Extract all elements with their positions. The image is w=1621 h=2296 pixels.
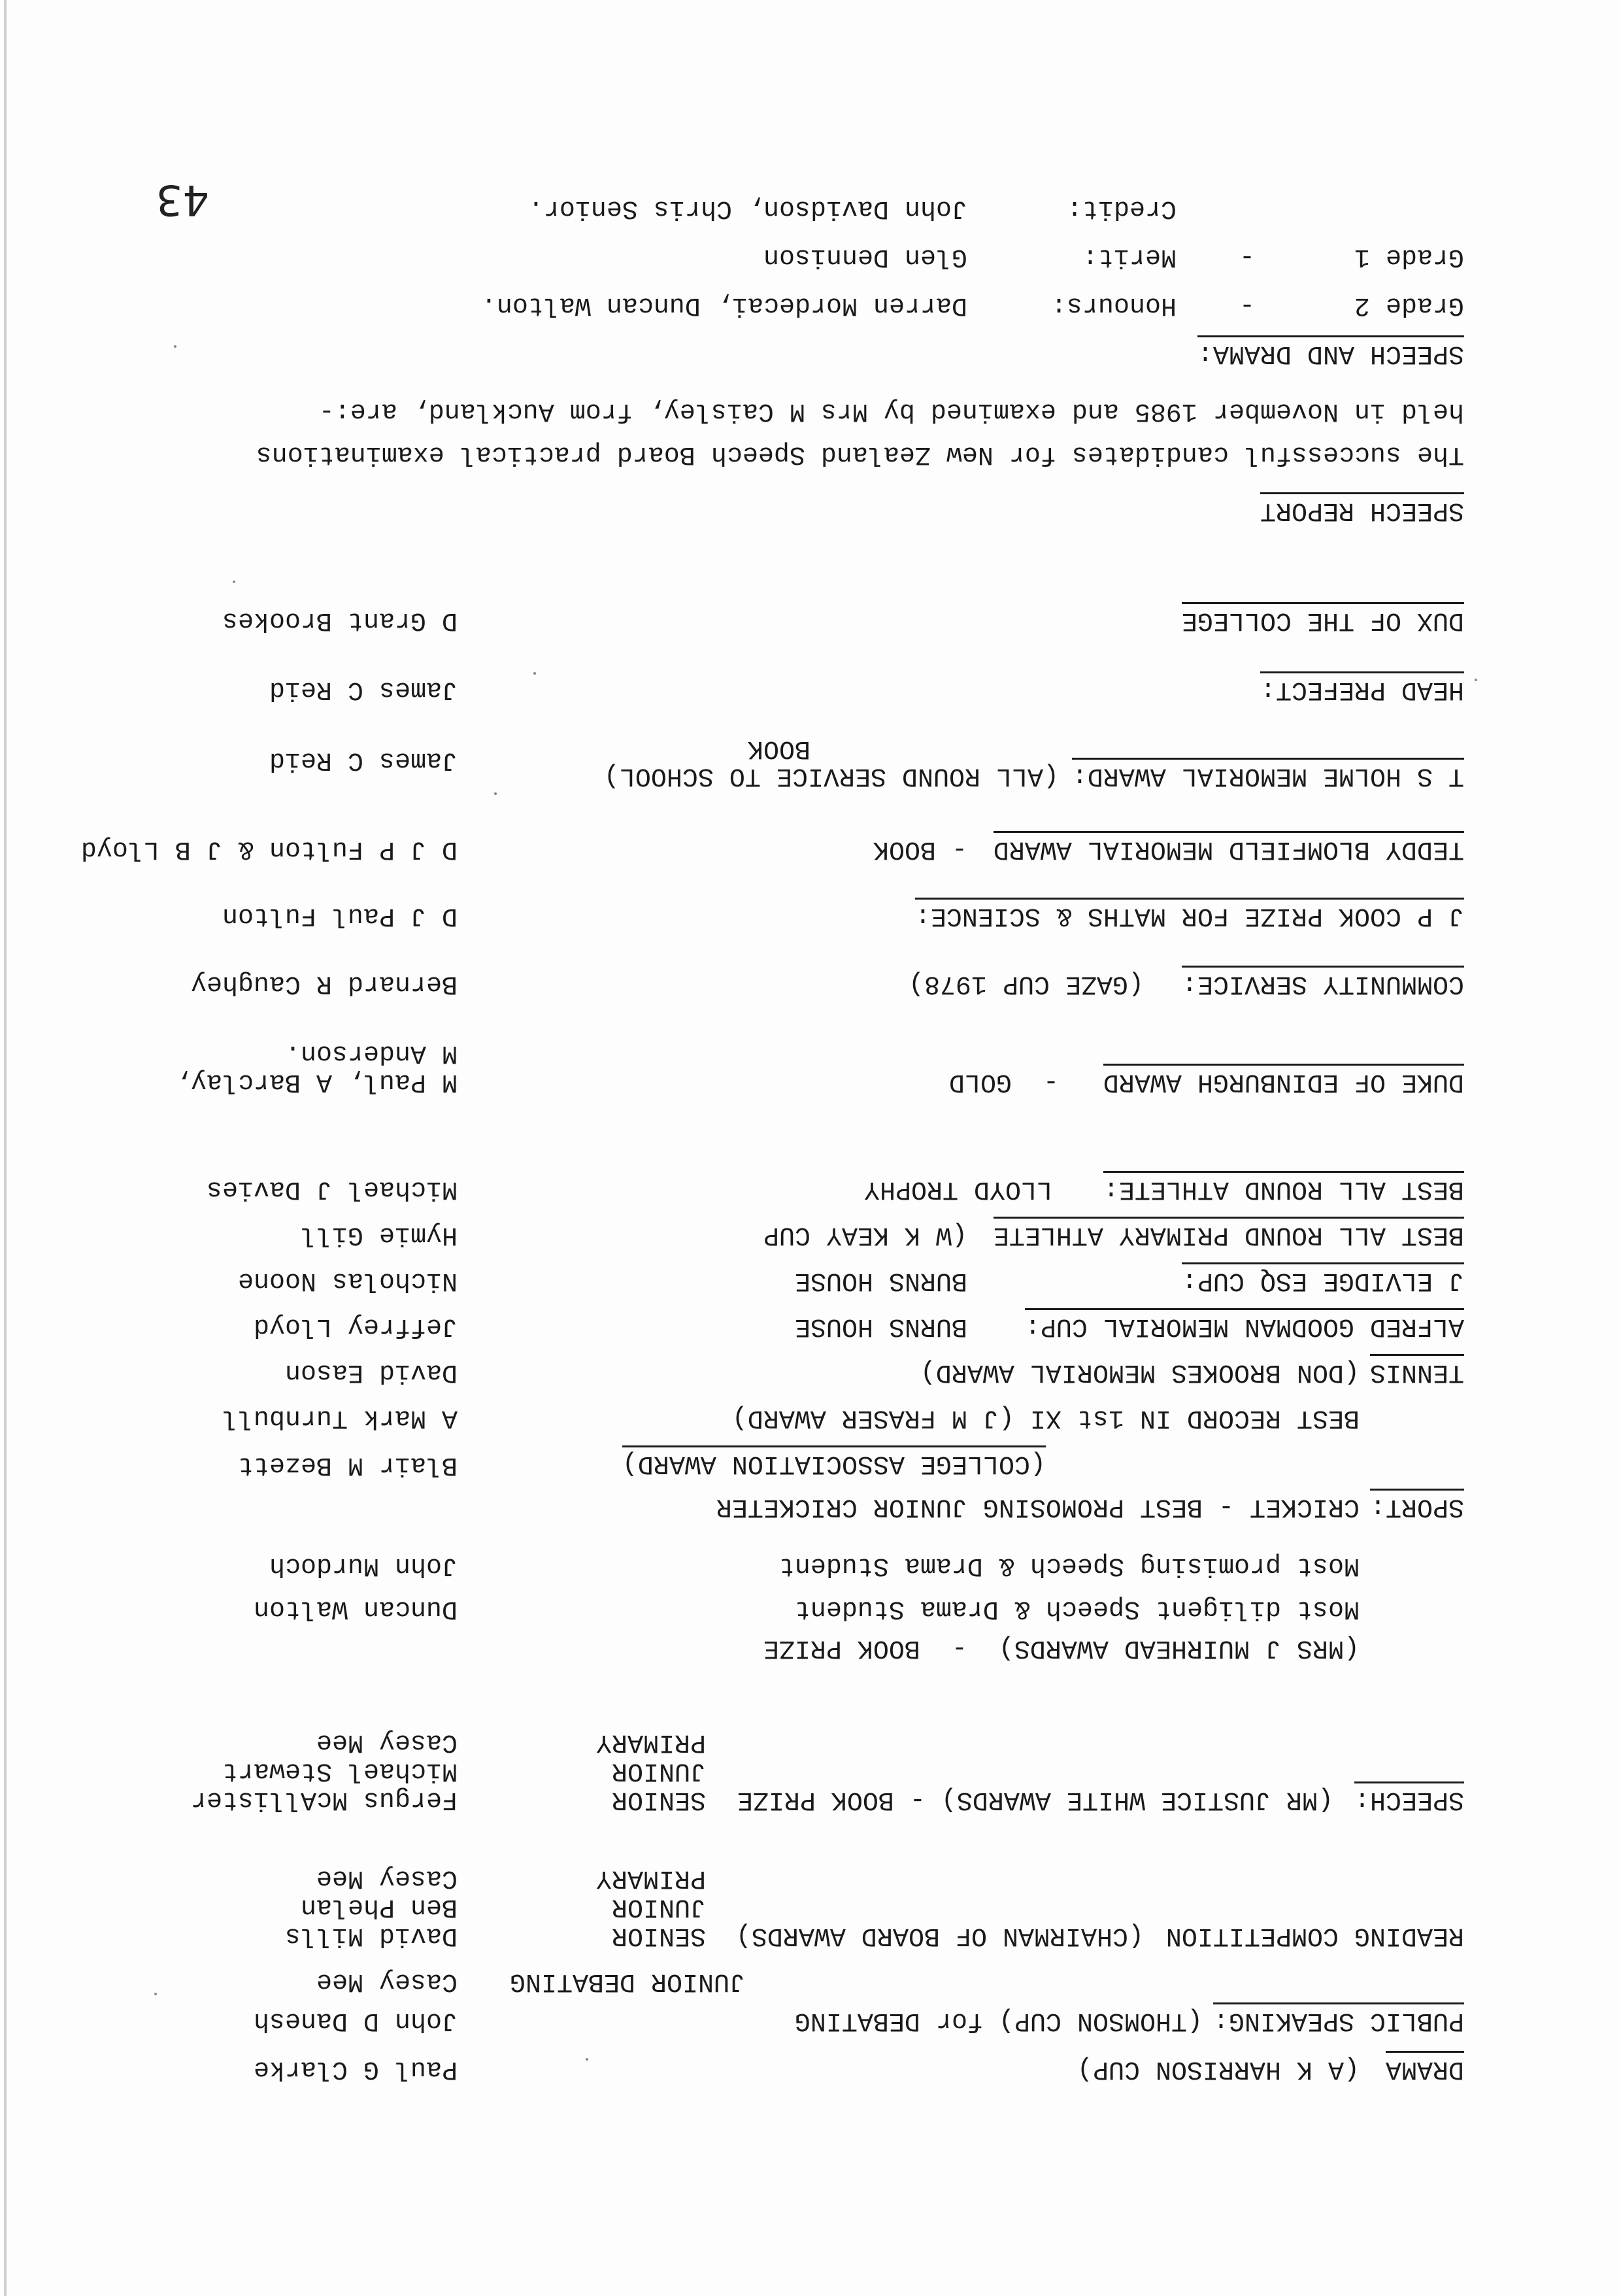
award-reading-winner-primary: Casey Mee [316, 1863, 458, 1893]
speech-row-grade2: Grade 2 [1354, 290, 1464, 320]
award-tennis-heading: TENNIS [1370, 1354, 1464, 1386]
award-first-xi-detail: BEST RECORD IN 1st XI (J M FRASER AWARD) [731, 1403, 1360, 1432]
award-edinburgh-heading: DUKE OF EDINBURGH AWARD [1103, 1064, 1464, 1096]
speech-row-grade2-label: Honours: [1050, 290, 1177, 320]
award-primary-athlete-winner: Hymie Gill [300, 1220, 458, 1249]
award-holme-heading: T S HOLME MEMORIAL AWARD: [1072, 758, 1464, 790]
award-speech-level-senior: SENIOR [611, 1785, 706, 1814]
speech-row-grade2-names: Darren Mordecai, Duncan Walton. [480, 290, 967, 320]
award-community-winner: Bernard R Caughey [190, 969, 458, 998]
speech-intro-line-1: The successful candidates for New Zealand Speech Board practical examinations [256, 439, 1464, 469]
speech-report-title: SPEECH REPORT [1260, 492, 1464, 524]
award-reading-winner-junior: Ben Phelan [300, 1892, 458, 1921]
award-blomfield-heading: TEDDY BLOMFIELD MEMORIAL AWARD [994, 831, 1464, 863]
award-public-speaking-winner: John D Danesh [253, 2006, 458, 2035]
award-athlete-winner: Michael J Davies [206, 1174, 458, 1204]
speech-row-grade1: Grade 1 [1354, 242, 1464, 271]
speech-row-credit-names: John Davidson, Chris Senior. [527, 194, 967, 223]
award-first-xi-winner: A Mark Turnbull [222, 1403, 458, 1432]
award-blomfield-detail: - BOOK [873, 834, 967, 864]
award-cricket-sub: (COLLEGE ASSOCIATION AWARD) [622, 1445, 1046, 1477]
speech-row-credit-label: Credit: [1066, 194, 1177, 223]
award-speech-level-primary: PRIMARY [595, 1727, 706, 1757]
award-head-prefect-heading: HEAD PREFECT: [1260, 671, 1464, 703]
award-holme-sub: BOOK [747, 734, 811, 763]
award-speech-winner-primary: Casey Mee [316, 1727, 458, 1757]
scan-speck [233, 581, 235, 583]
award-promising-winner: John Murdoch [269, 1551, 458, 1580]
award-dux-heading: DUX OF THE COLLEGE [1182, 602, 1464, 634]
award-dux-winner: D Grant Brookes [222, 605, 458, 635]
award-muirhead-detail: (MRS J MUIRHEAD AWARDS) - BOOK PRIZE [763, 1633, 1360, 1663]
page-number: 43 [156, 175, 209, 224]
scan-speck [494, 792, 497, 795]
award-elvidge-winner: Nicholas Noone [237, 1266, 458, 1295]
award-elvidge-detail: BURNS HOUSE [794, 1266, 967, 1295]
award-promising-detail: Most promising Speech & Drama Student [778, 1551, 1360, 1580]
award-junior-debating-detail: JUNIOR DEBATING [509, 1967, 745, 1996]
scan-speck [154, 1993, 157, 1995]
award-goodman-detail: BURNS HOUSE [794, 1311, 967, 1341]
award-speech-level-junior: JUNIOR [611, 1756, 706, 1785]
award-cook-winner: D J Paul Fulton [222, 901, 458, 930]
speech-row-grade2-dash: - [1239, 290, 1255, 320]
award-tennis-winner: David Eason [284, 1357, 458, 1387]
award-reading-detail: (CHAIRMAN OF BOARD AWARDS) [735, 1921, 1144, 1950]
award-head-prefect-winner: James C Reid [269, 675, 458, 704]
speech-intro-line-2: held in November 1985 and examined by Mrs M Caisley, from Auckland, are:- [318, 396, 1464, 426]
award-diligent-sub: Most diligent Speech & Drama Student [794, 1594, 1360, 1623]
award-drama-winner: Paul G Clarke [253, 2054, 458, 2084]
award-athlete-detail: LLOYD TROPHY [863, 1174, 1052, 1204]
award-cook-heading: J P COOK PRIZE FOR MATHS & SCIENCE: [915, 898, 1464, 930]
award-edinburgh-winner-2: M Anderson. [284, 1038, 458, 1068]
award-sport-heading: SPORT: [1370, 1489, 1464, 1521]
speech-row-grade1-label: Merit: [1082, 242, 1177, 271]
speech-section-heading: SPEECH AND DRAMA: [1197, 335, 1464, 367]
award-community-detail: (GAZE CUP 1978) [908, 969, 1144, 998]
award-holme-winner: James C Reid [269, 745, 458, 775]
award-reading-level-primary: PRIMARY [595, 1863, 706, 1893]
speech-row-grade1-names: Glen Dennison [763, 242, 967, 271]
scan-speck [533, 672, 536, 675]
award-speech-winner-junior: Michael Stewart [222, 1756, 458, 1785]
award-community-heading: COMMUNITY SERVICE: [1182, 966, 1464, 998]
award-blomfield-winner: D J P Fulton & J B Lloyd [80, 834, 458, 864]
speech-row-grade1-dash: - [1239, 242, 1255, 271]
award-elvidge-heading: J ELVIDGE ESQ CUP: [1182, 1262, 1464, 1294]
scan-speck [1475, 679, 1477, 681]
award-speech-detail: (MR JUSTICE WHITE AWARDS) - BOOK PRIZE [737, 1785, 1333, 1814]
award-goodman-winner: Jeffrey Lloyd [253, 1311, 458, 1341]
award-drama-heading: DRAMA [1386, 2051, 1464, 2083]
award-goodman-heading: ALFRED GOODMAN MEMORIAL CUP: [1025, 1308, 1464, 1340]
award-reading-level-senior: SENIOR [611, 1921, 706, 1950]
award-reading-level-junior: JUNIOR [611, 1892, 706, 1921]
award-primary-athlete-detail: (W K KEAY CUP [763, 1220, 967, 1249]
award-edinburgh-detail: - GOLD [948, 1067, 1059, 1096]
award-junior-debating-winner: Casey Mee [316, 1967, 458, 1996]
award-cricket-detail: CRICKET - BEST PROMOSING JUNIOR CRICKETER [716, 1492, 1360, 1521]
award-athlete-heading: BEST ALL ROUND ATHLETE: [1103, 1171, 1464, 1203]
award-edinburgh-winner-1: M Paul, A Barclay, [175, 1067, 458, 1096]
award-reading-heading: READING COMPETITION [1165, 1921, 1464, 1950]
scan-speck [586, 2058, 588, 2061]
award-tennis-detail: (DON BROOKES MEMORIAL AWARD) [920, 1357, 1360, 1387]
award-reading-winner-senior: David Mills [284, 1921, 458, 1950]
award-cricket-winner: Blair M Bezett [237, 1450, 458, 1479]
award-holme-detail: (ALL ROUND SERVICE TO SCHOOL) [603, 761, 1059, 790]
award-speech-heading: SPEECH: [1354, 1781, 1464, 1814]
award-primary-athlete-heading: BEST ALL ROUND PRIMARY ATHLETE [994, 1217, 1464, 1249]
award-public-speaking-detail: (THOMSON CUP) for DEBATING [794, 2006, 1203, 2035]
award-drama-detail: (A K HARRISON CUP) [1077, 2054, 1360, 2084]
award-speech-winner-senior: Fergus McAllister [190, 1785, 458, 1814]
scan-speck [174, 345, 176, 348]
award-muirhead-winner: Duncan Walton [253, 1594, 458, 1623]
award-public-speaking-heading: PUBLIC SPEAKING: [1213, 2002, 1464, 2034]
